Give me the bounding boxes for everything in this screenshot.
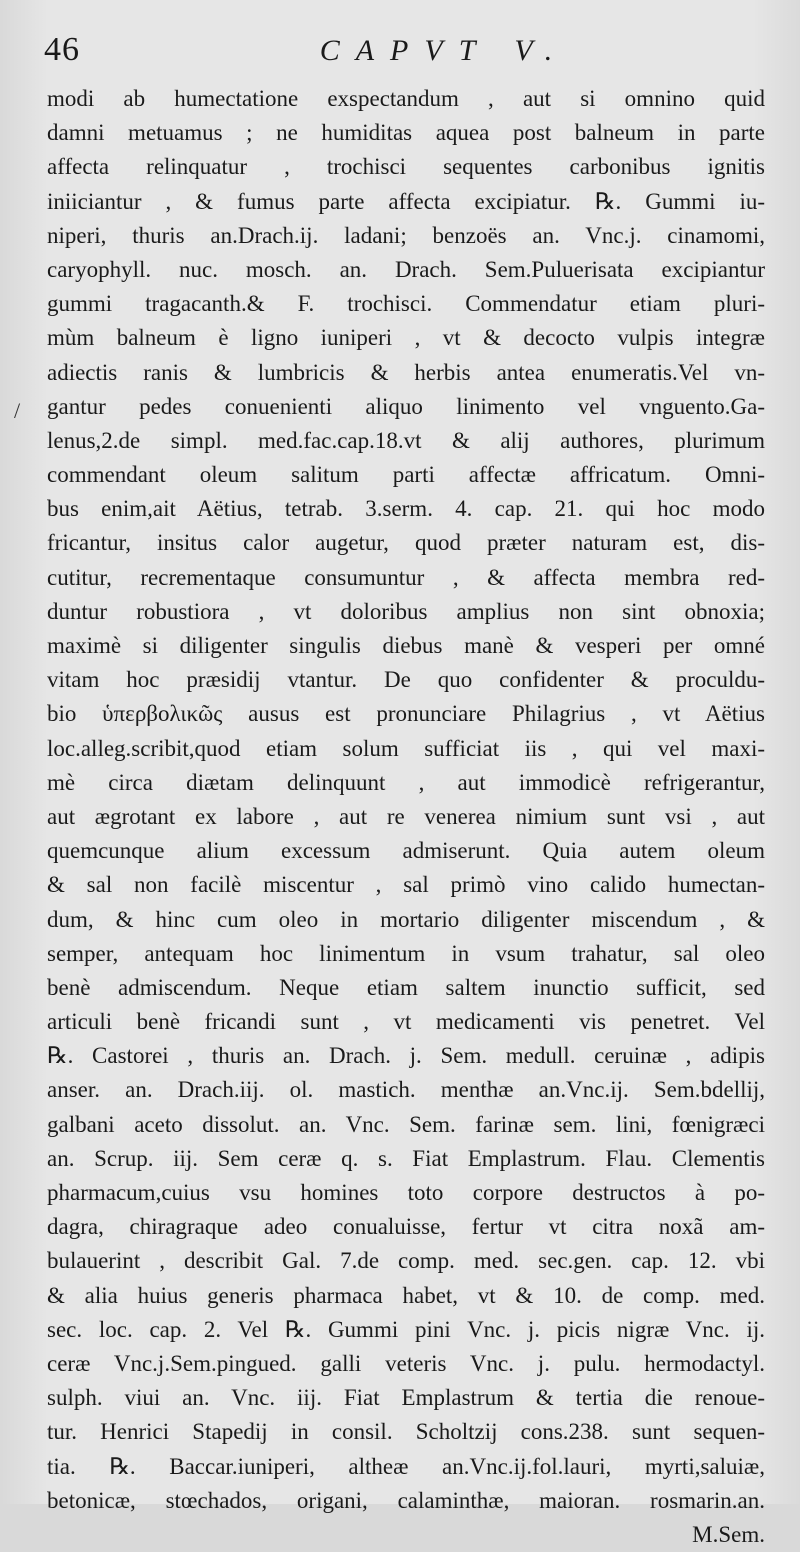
text-line: commendant oleum salitum parti affectæ affricatum. Omni- (47, 462, 765, 488)
text-line: articuli benè fricandi sunt , vt medicamenti vis penetret. Vel (47, 1009, 765, 1035)
text-line: bio ὑπερβολικῶς ausus est pronunciare Philagrius , vt Aëtius (47, 701, 765, 727)
text-line: caryophyll. nuc. mosch. an. Drach. Sem.Puluerisata excipiantur (47, 256, 765, 282)
text-line: vitam hoc præsidij vtantur. De quo confidenter & proculdu- (47, 667, 765, 693)
running-head: CAPVT V. (319, 34, 569, 67)
page-number: 46 (44, 31, 80, 68)
text-line: iniiciantur , & fumus parte affecta excipiatur. ℞. Gummi iu- (47, 188, 765, 214)
text-line: ℞. Castorei , thuris an. Drach. j. Sem. medull. ceruinæ , adipis (47, 1043, 765, 1069)
text-line: pharmacum,cuius vsu homines toto corpore destructos à po- (47, 1180, 765, 1205)
text-line: dum, & hinc cum oleo in mortario diligenter miscendum , & (47, 906, 765, 932)
text-line: tia. ℞. Baccar.iuniperi, altheæ an.Vnc.ij.fol.lauri, myrti,saluiæ, (47, 1453, 765, 1479)
text-line: an. Scrup. iij. Sem ceræ q. s. Fiat Emplastrum. Flau. Clementis (47, 1145, 765, 1171)
text-line: lenus,2.de simpl. med.fac.cap.18.vt & alij authores, plurimum (47, 427, 765, 453)
text-line: damni metuamus ; ne humiditas aquea post balneum in parte (47, 120, 765, 146)
text-line: gummi tragacanth.& F. trochisci. Commendatur etiam pluri- (47, 291, 765, 317)
text-line: benè admiscendum. Neque etiam saltem inunctio sufficit, sed (47, 974, 765, 1000)
text-line: modi ab humectatione exspectandum , aut si omnino quid (47, 86, 765, 111)
text-line: quemcunque alium excessum admiserunt. Quia autem oleum (47, 838, 765, 864)
text-line: aut ægrotant ex labore , aut re venerea nimium sunt vsi , aut (47, 803, 765, 829)
text-line: semper, antequam hoc linimentum in vsum trahatur, sal oleo (47, 940, 765, 966)
text-line: tur. Henrici Stapedij in consil. Scholtzij cons.238. sunt sequen- (47, 1419, 765, 1445)
body-text (47, 82, 765, 1552)
text-line: sulph. viui an. Vnc. iij. Fiat Emplastrum & tertia die renoue- (47, 1385, 765, 1411)
text-line: anser. an. Drach.iij. ol. mastich. menthæ an.Vnc.ij. Sem.bdellij, (47, 1077, 765, 1103)
text-line: sec. loc. cap. 2. Vel ℞. Gummi pini Vnc. j. picis nigræ Vnc. ij. (47, 1316, 765, 1342)
text-line: cutitur, recrementaque consumuntur , & affecta membra red- (47, 564, 765, 590)
text-line: mè circa diætam delinquunt , aut immodicè refrigerantur, (47, 769, 765, 795)
text-line: maximè si diligenter singulis diebus manè & vesperi per omné (47, 633, 765, 658)
text-line: galbani aceto dissolut. an. Vnc. Sem. farinæ sem. lini, fœnigræci (47, 1111, 765, 1137)
margin-mark: / (14, 398, 21, 423)
text-line: loc.alleg.scribit,quod etiam solum sufficiat iis , qui vel maxi- (47, 735, 765, 761)
text-line-catchword: M.Sem. (692, 1521, 765, 1547)
text-line: bus enim,ait Aëtius, tetrab. 3.serm. 4. cap. 21. qui hoc modo (47, 496, 765, 522)
text-line: ceræ Vnc.j.Sem.pingued. galli veteris Vnc. j. pulu. hermodactyl. (47, 1350, 765, 1376)
text-line: affecta relinquatur , trochisci sequentes carbonibus ignitis (47, 154, 765, 180)
text-line: & alia huius generis pharmaca habet, vt & 10. de comp. med. (47, 1282, 765, 1308)
page-header (44, 26, 764, 76)
text-line: niperi, thuris an.Drach.ij. ladani; benzoës an. Vnc.j. cinamomi, (47, 222, 765, 248)
text-line: duntur robustiora , vt doloribus amplius non sint obnoxia; (47, 598, 765, 624)
text-line: adiectis ranis & lumbricis & herbis antea enumeratis.Vel vn- (47, 359, 765, 385)
text-line: & sal non facilè miscentur , sal primò vino calido humectan- (47, 872, 765, 898)
text-line: dagra, chiragraque adeo conualuisse, fertur vt citra noxã am- (47, 1214, 765, 1240)
text-line: mùm balneum è ligno iuniperi , vt & decocto vulpis integræ (47, 325, 765, 351)
text-line: betonicæ, stœchados, origani, calaminthæ, maioran. rosmarin.an. (47, 1487, 765, 1513)
text-line: fricantur, insitus calor augetur, quod præter naturam est, dis- (47, 530, 765, 556)
text-line: bulauerint , describit Gal. 7.de comp. med. sec.gen. cap. 12. vbi (47, 1248, 765, 1274)
text-line: gantur pedes conuenienti aliquo linimento vel vnguento.Ga- (47, 393, 765, 419)
